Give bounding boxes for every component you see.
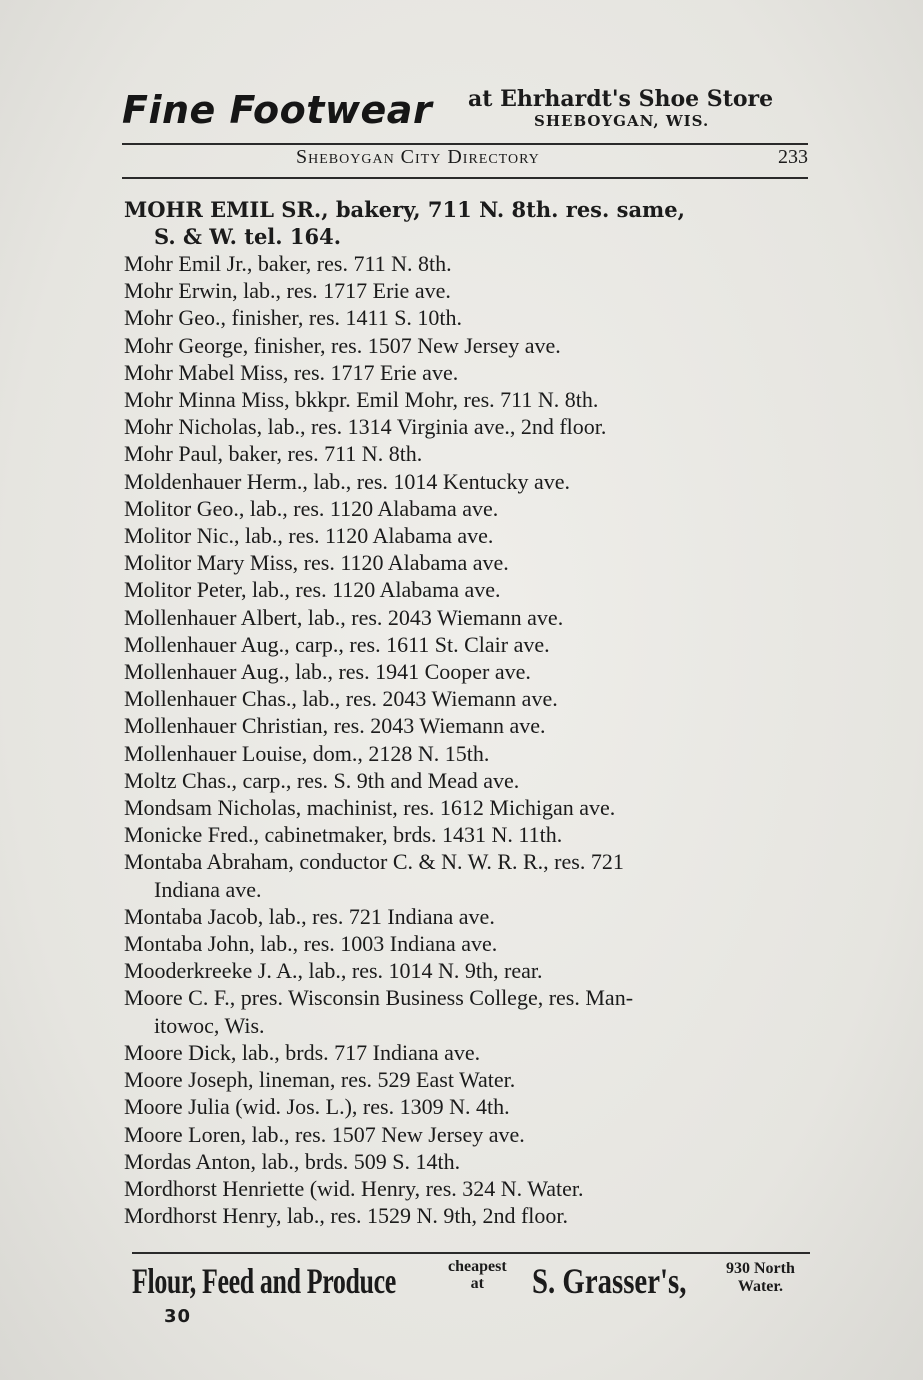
directory-entry: Mollenhauer Chas., lab., res. 2043 Wiemann ave. xyxy=(124,686,558,712)
directory-entry: Mohr George, finisher, res. 1507 New Jersey ave. xyxy=(124,332,561,358)
directory-entry: Moore Julia (wid. Jos. L.), res. 1309 N. 4th. xyxy=(124,1094,510,1120)
directory-entry: Mohr Paul, baker, res. 711 N. 8th. xyxy=(124,441,423,467)
ad-cheapest xyxy=(448,1258,507,1292)
signature-mark: 30 xyxy=(164,1306,192,1327)
ad-address-line2: Water. xyxy=(737,1278,784,1295)
directory-entry: Mohr Emil Jr., baker, res. 711 N. 8th. xyxy=(124,251,452,276)
directory-entry: Mohr Erwin, lab., res. 1717 Erie ave. xyxy=(124,278,451,304)
ad-brand: Fine Footwear xyxy=(122,88,433,132)
ad-store: at Ehrhardt's Shoe Store xyxy=(468,86,774,112)
directory-entry: Mohr Nicholas, lab., res. 1314 Virginia ave., 2nd floor. xyxy=(124,414,607,440)
header-rule-bottom xyxy=(122,177,808,179)
directory-entry xyxy=(124,984,824,1038)
directory-entry xyxy=(124,196,824,250)
directory-entry: Mordhorst Henriette (wid. Henry, res. 324 N. Water. xyxy=(124,1175,584,1201)
directory-entry: Molitor Nic., lab., res. 1120 Alabama ave. xyxy=(124,523,494,549)
directory-entry: Moore Dick, lab., brds. 717 Indiana ave. xyxy=(124,1039,481,1065)
ad-address-line1: 930 North xyxy=(726,1260,795,1277)
directory-entry: Monicke Fred., cabinetmaker, brds. 1431 N. 11th. xyxy=(124,822,563,848)
entry-text: Montaba Abraham, conductor C. & N. W. R. R., res. 721 xyxy=(124,849,624,875)
directory-entries xyxy=(124,196,824,1229)
directory-entry: Mollenhauer Louise, dom., 2128 N. 15th. xyxy=(124,740,490,766)
directory-entry: Molitor Geo., lab., res. 1120 Alabama ave. xyxy=(124,495,499,521)
ad-cheapest-line2: at xyxy=(470,1275,484,1292)
top-advertisement xyxy=(122,80,808,138)
directory-entry: Mohr Minna Miss, bkkpr. Emil Mohr, res. 711 N. 8th. xyxy=(124,387,599,413)
directory-entry: Molitor Mary Miss, res. 1120 Alabama ave. xyxy=(124,550,509,576)
directory-entry: Molitor Peter, lab., res. 1120 Alabama ave. xyxy=(124,577,501,603)
entry-text: MOHR EMIL SR., bakery, 711 N. 8th. res. same, xyxy=(124,197,685,222)
directory-entry: Moore Loren, lab., res. 1507 New Jersey ave. xyxy=(124,1121,525,1147)
directory-entry: Mollenhauer Albert, lab., res. 2043 Wiemann ave. xyxy=(124,604,564,630)
page-number: 233 xyxy=(778,146,808,168)
ad-address xyxy=(726,1260,795,1296)
directory-entry: Mordhorst Henry, lab., res. 1529 N. 9th, 2nd floor. xyxy=(124,1203,569,1229)
directory-entry: Mollenhauer Christian, res. 2043 Wiemann ave. xyxy=(124,713,546,739)
header-rule-top xyxy=(122,143,808,145)
directory-entry: Moltz Chas., carp., res. S. 9th and Mead ave. xyxy=(124,767,520,793)
directory-entry: Mollenhauer Aug., carp., res. 1611 St. Clair ave. xyxy=(124,631,550,657)
ad-city: SHEBOYGAN, WIS. xyxy=(534,112,710,130)
directory-entry: Montaba John, lab., res. 1003 Indiana ave. xyxy=(124,931,498,957)
ad-product: Flour, Feed and Produce xyxy=(132,1261,396,1301)
footer-rule xyxy=(132,1252,810,1254)
bottom-advertisement xyxy=(132,1256,812,1308)
directory-entry: Moore Joseph, lineman, res. 529 East Water. xyxy=(124,1067,516,1093)
directory-entry xyxy=(124,848,824,902)
entry-continuation: itowoc, Wis. xyxy=(154,1012,265,1038)
entry-continuation: S. & W. tel. 164. xyxy=(154,224,342,249)
directory-entry: Moldenhauer Herm., lab., res. 1014 Kentucky ave. xyxy=(124,468,570,494)
directory-entry: Mondsam Nicholas, machinist, res. 1612 Michigan ave. xyxy=(124,795,616,821)
page-title: Sheboygan City Directory xyxy=(296,146,540,168)
ad-merchant: S. Grasser's, xyxy=(532,1261,687,1301)
directory-entry: Mohr Geo., finisher, res. 1411 S. 10th. xyxy=(124,305,463,331)
directory-entry: Mordas Anton, lab., brds. 509 S. 14th. xyxy=(124,1148,461,1174)
entry-continuation: Indiana ave. xyxy=(154,876,262,902)
directory-entry: Montaba Jacob, lab., res. 721 Indiana ave. xyxy=(124,903,495,929)
running-head xyxy=(122,146,808,172)
directory-entry: Mooderkreeke J. A., lab., res. 1014 N. 9th, rear. xyxy=(124,958,543,984)
directory-entry: Mollenhauer Aug., lab., res. 1941 Cooper ave. xyxy=(124,659,531,685)
directory-entry: Mohr Mabel Miss, res. 1717 Erie ave. xyxy=(124,359,459,385)
entry-text: Moore C. F., pres. Wisconsin Business College, res. Man- xyxy=(124,985,634,1011)
ad-cheapest-line1: cheapest xyxy=(448,1258,507,1275)
